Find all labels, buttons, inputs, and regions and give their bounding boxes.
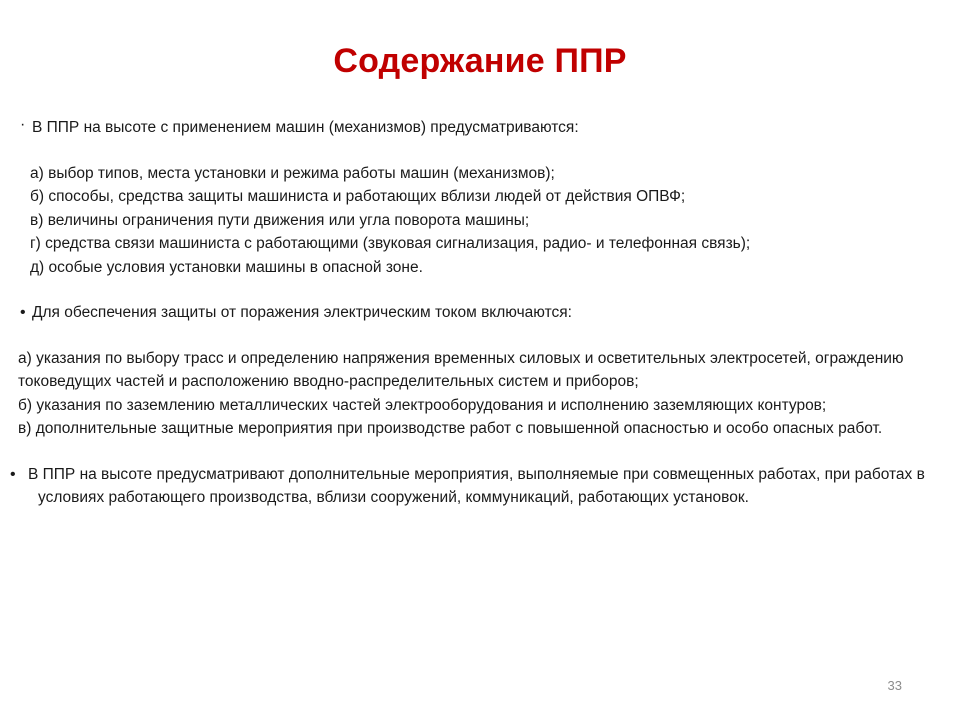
list-item: в) величины ограничения пути движения или угла поворота машины; (30, 211, 530, 229)
list-item: а) выбор типов, места установки и режима работы машин (механизмов); (30, 164, 555, 182)
page-number: 33 (887, 678, 902, 693)
bullet-icon: • (20, 304, 26, 321)
list-item: б) указания по заземлению металлических частей электрооборудования и исполнению заземляющих контуров; (18, 396, 827, 414)
list-item: в) дополнительные защитные мероприятия при производстве работ с повышенной опасностью и особо опасных работ. (18, 420, 883, 437)
list-item: д) особые условия установки машины в опасной зоне. (30, 258, 423, 276)
slide-title: Содержание ППР (333, 42, 627, 80)
list-item: б) способы, средства защиты машиниста и работающих вблизи людей от действия ОПВФ; (30, 188, 686, 205)
slide-content (10, 116, 928, 510)
section-2-list (18, 347, 928, 441)
section-2-intro (18, 301, 928, 325)
bullet-icon: · (20, 116, 26, 133)
section-1-list (18, 162, 928, 280)
section-3-paragraph: • В ППР на высоте предусматривают дополнительные мероприятия, выполняемые при совмещенных работах, при работах в условиях работающего производства, вблизи сооружений, коммуникаций, работающих установок. (10, 465, 925, 506)
section-3-text: В ППР на высоте предусматривают дополнительные мероприятия, выполняемые при совмещенных работах, при работах в условиях работающего производства, вблизи сооружений, коммуникаций, работающих установок. (28, 465, 925, 506)
section-1-intro-text: В ППР на высоте с применением машин (механизмов) предусматриваются: (32, 119, 579, 136)
list-item: а) указания по выбору трасс и определению напряжения временных силовых и осветительных электросетей, ограждению токоведущих частей и расположению вводно-распределительных систем и приборов; (18, 349, 904, 390)
section-2-intro-text: Для обеспечения защиты от поражения электрическим током включаются: (32, 304, 572, 321)
section-1-intro (18, 116, 928, 140)
list-item: г) средства связи машиниста с работающими (звуковая сигнализация, радио- и телефонная связь); (30, 235, 751, 252)
